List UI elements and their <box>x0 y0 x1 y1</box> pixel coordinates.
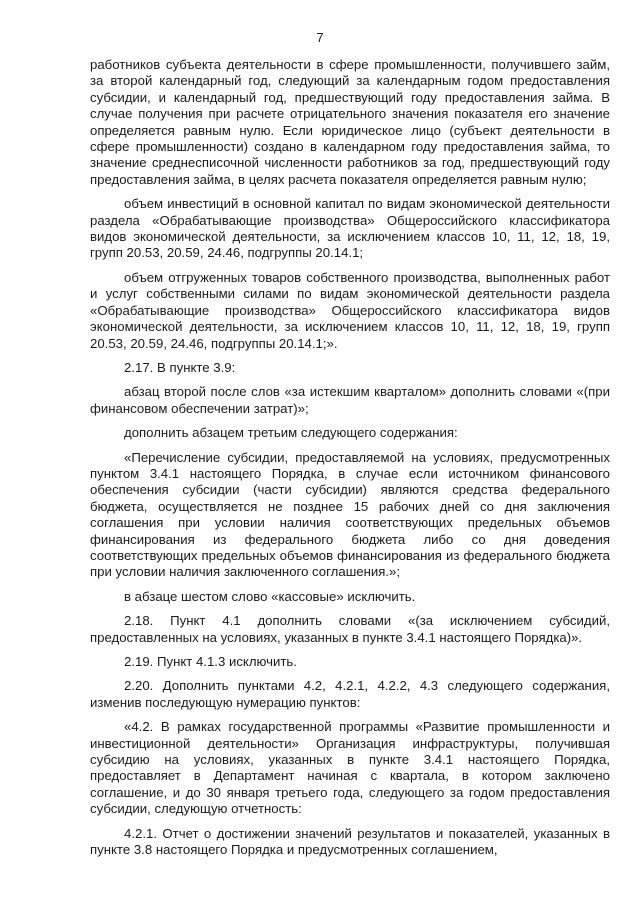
paragraph-third-abzac-intro: дополнить абзацем третьим следующего содержания: <box>124 425 458 441</box>
paragraph-2-19: 2.19. Пункт 4.1.3 исключить. <box>124 654 297 669</box>
page-number: 7 <box>316 30 324 45</box>
paragraph-4-2-1: 4.2.1. Отчет о достижении значений результатов и показателей, указанных в пункте 3.8 настоящего Порядка и предусмотренных соглашением, <box>90 825 610 858</box>
paragraph-sixth-abzac: в абзаце шестом слово «кассовые» исключить. <box>124 588 416 604</box>
paragraph-transfer-subsidy: «Перечисление субсидии, предоставляемой на условиях, предусмотренных пунктом 3.4.1 настоящего Порядка, в случае если источником финансового обеспечения субсидии (части субсидии) являются средства федерального бюджета, осуществляется не позднее 15 рабочих дней со дня заключения соглашения при условии наличия соответствующих предельных объемов финансирования из федерального бюджета либо со дня доведения соответствующих предельных объемов финансирования из федерального бюджета при условии наличия заключенного соглашения.»; <box>90 449 610 580</box>
document-body <box>90 57 610 866</box>
paragraph-4-2: «4.2. В рамках государственной программы «Развитие промышленности и инвестиционной деятельности» Организация инфраструктуры, получившая субсидию на условиях, указанных в пункте 3.4.1 настоящего Порядка, предоставляет в Департамент начиная с квартала, в котором заключено соглашение, и до 30 января третьего года, следующего за годом предоставления субсидии, следующую отчетность: <box>90 719 610 817</box>
paragraph-continuation: работников субъекта деятельности в сфере промышленности, получившего займ, за второй календарный год, следующий за календарным годом предоставления субсидии, и календарный год, предшествующий году предоставления займа. В случае получения при расчете отрицательного значения показателя его значение определяется равным нулю. Если юридическое лицо (субъект деятельности в сфере промышленности) создано в календарном году предоставления займа, то значение среднесписочной численности работников за год, предшествующий году предоставления займа, в целях расчета показателя определяется равным нулю; <box>90 57 610 187</box>
paragraph-second-abzac: абзац второй после слов «за истекшим кварталом» дополнить словами «(при финансовом обеспечении затрат)»; <box>90 384 610 416</box>
paragraph-2-20: 2.20. Дополнить пунктами 4.2, 4.2.1, 4.2.2, 4.3 следующего содержания, изменив последующую нумерацию пунктов: <box>90 678 610 710</box>
paragraph-shipped-goods: объем отгруженных товаров собственного производства, выполненных работ и услуг собственными силами по видам экономической деятельности раздела «Обрабатывающие производства» Общероссийского классификатора видов экономической деятельности, за исключением классов 10, 11, 12, 18, 19, групп 20.53, 20.59, 24.46, подгруппы 20.14.1;». <box>90 269 610 351</box>
paragraph-2-18: 2.18. Пункт 4.1 дополнить словами «(за исключением субсидий, предоставленных на условиях, указанных в пункте 3.4.1 настоящего Порядка)». <box>90 613 610 645</box>
paragraph-investment: объем инвестиций в основной капитал по видам экономической деятельности раздела «Обрабатывающие производства» Общероссийского классификатора видов экономической деятельности, за исключением классов 10, 11, 12, 18, 19, групп 20.53, 20.59, 24.46, подгруппы 20.14.1; <box>90 196 610 261</box>
paragraph-2-17: 2.17. В пункте 3.9: <box>124 359 236 375</box>
